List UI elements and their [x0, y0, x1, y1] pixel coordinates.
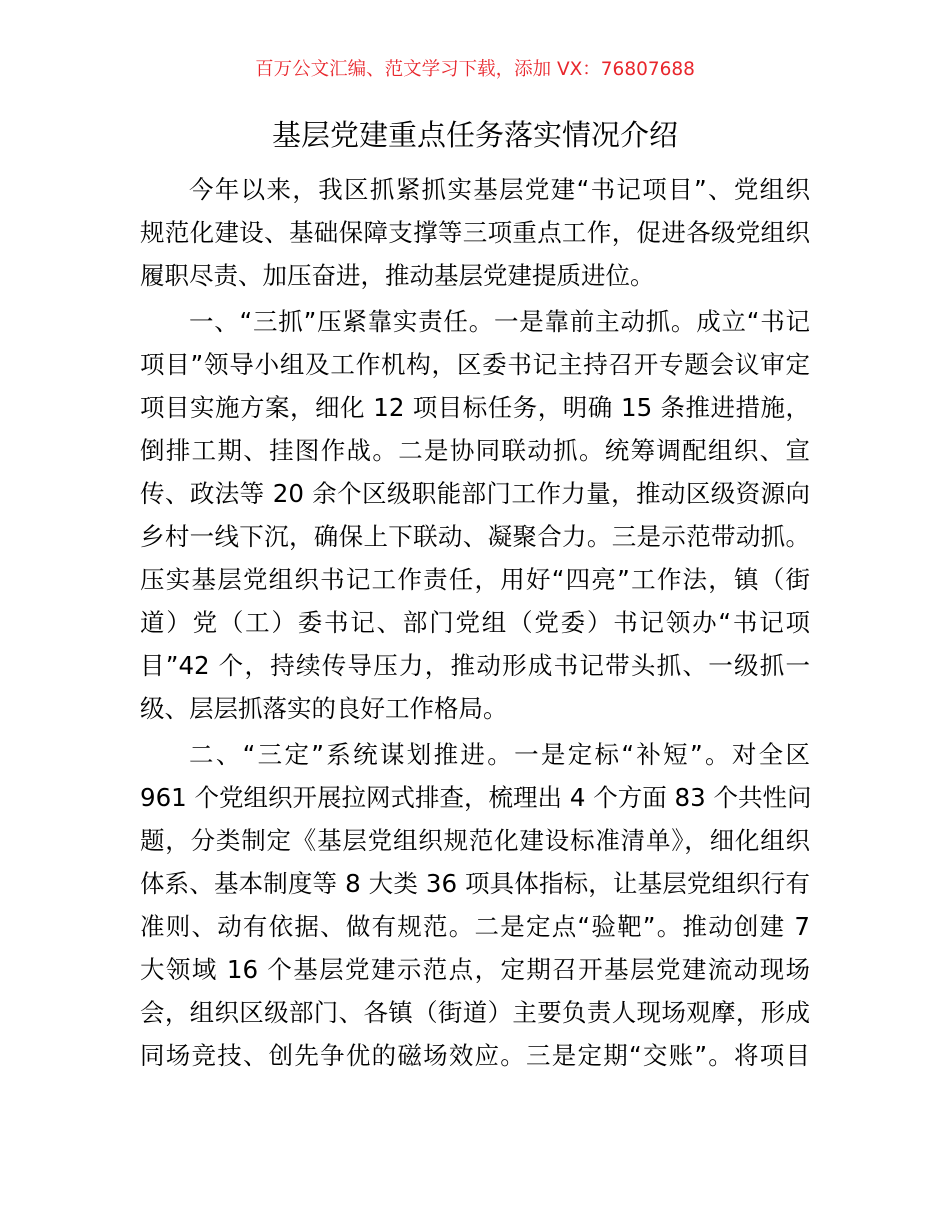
- text-line: 961 个党组织开展拉网式排查，梳理出 4 个方面 83 个共性问: [140, 783, 812, 812]
- text-line: 同场竞技、创先争优的磁场效应。三是定期“交账”。将项目: [140, 1041, 810, 1070]
- watermark-header: 百万公文汇编、范文学习下载，添加 VX：76807688: [255, 59, 695, 80]
- text-line: 大领域 16 个基层党建示范点，定期召开基层党建流动现场: [140, 955, 810, 984]
- text-line: 压实基层党组织书记工作责任，用好“四亮”工作法，镇（街: [140, 565, 810, 594]
- text-line: 今年以来，我区抓紧抓实基层党建“书记项目”、党组织: [189, 175, 810, 204]
- text-line: 题，分类制定《基层党组织规范化建设标准清单》，细化组织: [140, 826, 810, 855]
- document-body: [140, 168, 810, 1080]
- text-line: 级、层层抓落实的良好工作格局。: [140, 694, 508, 723]
- paragraph-section-2: [140, 733, 810, 1077]
- text-line: 二、“三定”系统谋划推进。一是定标“补短”。对全区: [189, 740, 810, 769]
- text-line: 项目”领导小组及工作机构，区委书记主持召开专题会议审定: [140, 350, 810, 379]
- text-line: 倒排工期、挂图作战。二是协同联动抓。统筹调配组织、宣: [140, 436, 810, 465]
- text-line: 履职尽责、加压奋进，推动基层党建提质进位。: [140, 261, 655, 290]
- text-line: 一、“三抓”压紧靠实责任。一是靠前主动抓。成立“书记: [189, 307, 810, 336]
- text-line: 项目实施方案，细化 12 项目标任务，明确 15 条推进措施，: [140, 393, 810, 422]
- text-line: 目”42 个，持续传导压力，推动形成书记带头抓、一级抓一: [140, 651, 810, 680]
- paragraph-intro: [140, 168, 810, 297]
- text-line: 准则、动有依据、做有规范。二是定点“验靶”。推动创建 7: [140, 912, 810, 941]
- text-line: 会，组织区级部门、各镇（街道）主要负责人现场观摩，形成: [140, 998, 810, 1027]
- document-title: 基层党建重点任务落实情况介绍: [271, 118, 678, 152]
- text-line: 乡村一线下沉，确保上下联动、凝聚合力。三是示范带动抓。: [140, 522, 810, 551]
- text-line: 规范化建设、基础保障支撑等三项重点工作，促进各级党组织: [140, 218, 810, 247]
- text-line: 传、政法等 20 余个区级职能部门工作力量，推动区级资源向: [140, 479, 810, 508]
- text-line: 道）党（工）委书记、部门党组（党委）书记领办“书记项: [140, 608, 810, 637]
- paragraph-section-1: [140, 300, 810, 730]
- text-line: 体系、基本制度等 8 大类 36 项具体指标，让基层党组织行有: [140, 869, 810, 898]
